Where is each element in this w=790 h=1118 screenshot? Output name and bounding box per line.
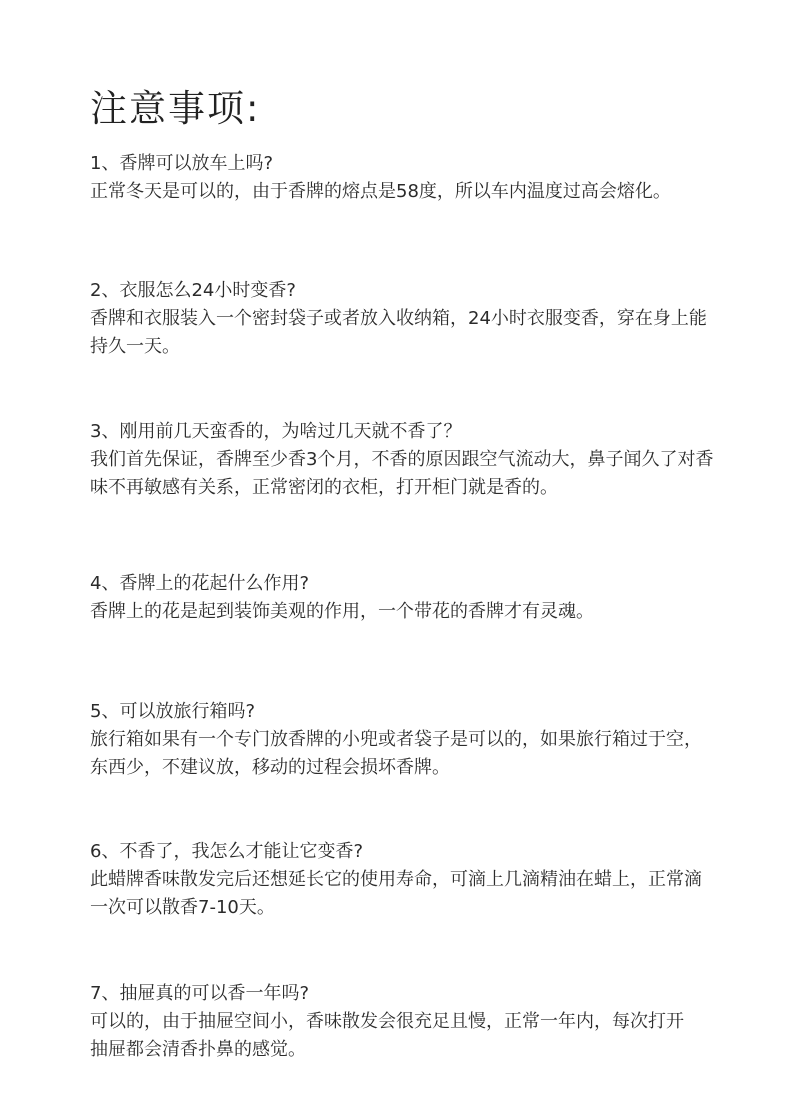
faq-answer: 香牌和衣服装入一个密封袋子或者放入收纳箱，24小时衣服变香，穿在身上能持久一天。 <box>90 308 707 357</box>
faq-question: 6、不香了，我怎么才能让它变香? <box>90 841 364 862</box>
faq-item-3 <box>90 418 770 502</box>
faq-question: 3、刚用前几天蛮香的，为啥过几天就不香了？ <box>90 421 462 442</box>
faq-item-5 <box>90 698 770 782</box>
faq-answer: 香牌上的花是起到装饰美观的作用，一个带花的香牌才有灵魂。 <box>90 601 594 622</box>
faq-item-4 <box>90 570 770 626</box>
faq-question: 5、可以放旅行箱吗? <box>90 701 256 722</box>
faq-question: 2、衣服怎么24小时变香? <box>90 280 296 301</box>
faq-item-7 <box>90 980 770 1064</box>
faq-answer: 此蜡牌香味散发完后还想延长它的使用寿命，可滴上几滴精油在蜡上，正常滴一次可以散香7-10天。 <box>90 869 702 918</box>
faq-item-2 <box>90 277 770 361</box>
faq-question: 7、抽屉真的可以香一年吗? <box>90 983 310 1004</box>
faq-item-6 <box>90 838 770 922</box>
faq-item-1 <box>90 150 770 206</box>
faq-question: 1、香牌可以放车上吗? <box>90 153 274 174</box>
page-title: 注意事项: <box>90 86 261 130</box>
faq-answer: 可以的，由于抽屉空间小，香味散发会很充足且慢，正常一年内，每次打开抽屉都会清香扑鼻的感觉。 <box>90 1011 684 1060</box>
faq-answer: 我们首先保证，香牌至少香3个月，不香的原因跟空气流动大，鼻子闻久了对香味不再敏感有关系，正常密闭的衣柜，打开柜门就是香的。 <box>90 449 714 498</box>
faq-question: 4、香牌上的花起什么作用? <box>90 573 310 594</box>
faq-answer: 正常冬天是可以的，由于香牌的熔点是58度，所以车内温度过高会熔化。 <box>90 181 671 202</box>
faq-answer: 旅行箱如果有一个专门放香牌的小兜或者袋子是可以的，如果旅行箱过于空，东西少，不建议放，移动的过程会损坏香牌。 <box>90 729 702 778</box>
